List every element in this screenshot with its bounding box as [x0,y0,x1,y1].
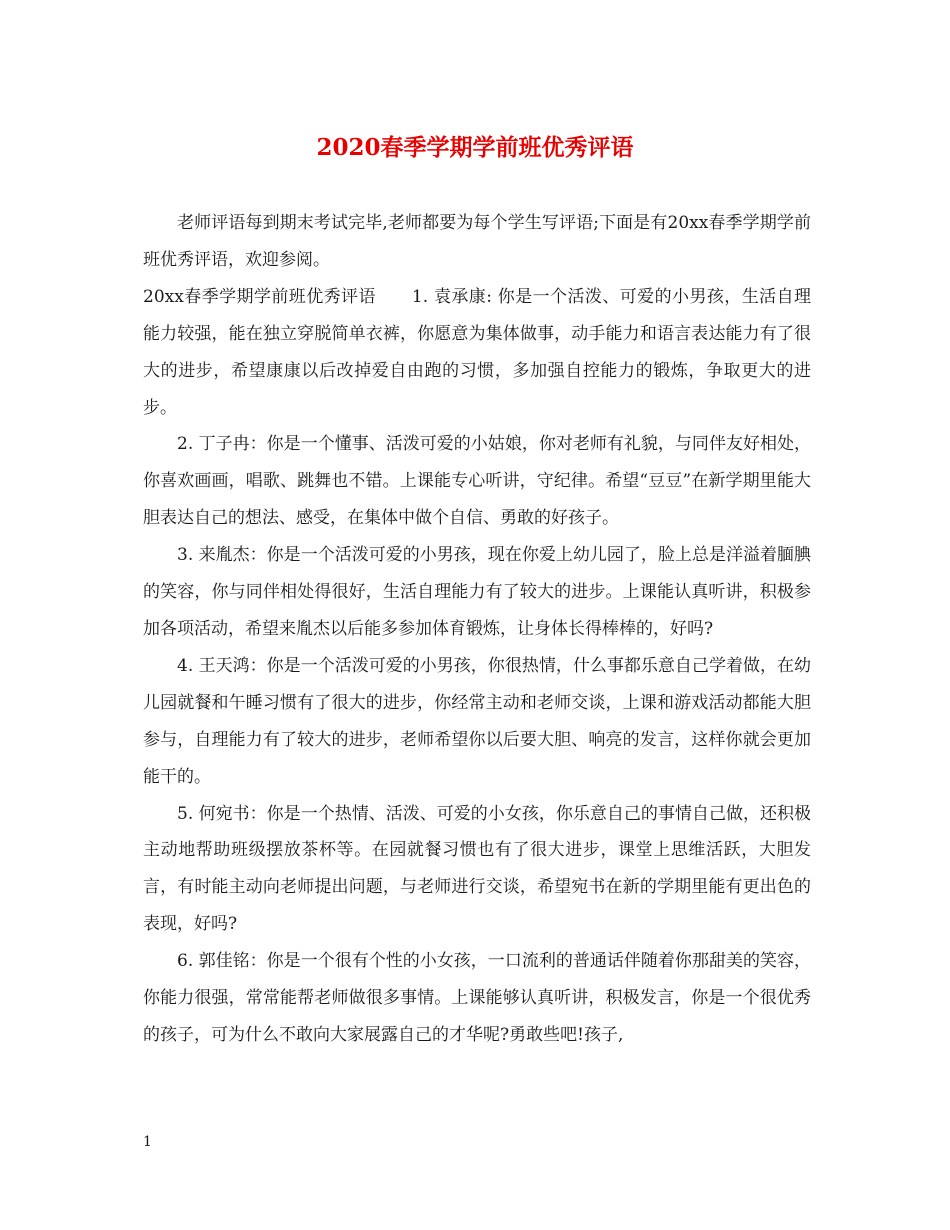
comment-item-4: 4. 王天鸿：你是一个活泼可爱的小男孩，你很热情，什么事都乐意自己学着做，在幼儿园就餐和午睡习惯有了很大的进步，你经常主动和老师交谈，上课和游戏活动都能大胆参与，自理能力有了较大的进步，老师希望你以后要大胆、响亮的发言，这样你就会更加能干的。 [143,655,811,787]
comment-item-5: 5. 何宛书：你是一个热情、活泼、可爱的小女孩，你乐意自己的事情自己做，还积极主动地帮助班级摆放茶杯等。在园就餐习惯也有了很大进步，课堂上思维活跃，大胆发言，有时能主动向老师提出问题，与老师进行交谈，希望宛书在新的学期里能有更出色的表现，好吗? [143,803,811,935]
intro-paragraph: 老师评语每到期末考试完毕,老师都要为每个学生写评语;下面是有20xx春季学期学前班优秀评语，欢迎参阅。 [143,213,811,270]
subtitle-paragraph [143,279,811,427]
comment-item-1: 1. 袁承康: 你是一个活泼、可爱的小男孩，生活自理能力较强，能在独立穿脱简单衣裤，你愿意为集体做事，动手能力和语言表达能力有了很大的进步，希望康康以后改掉爱自由跑的习惯，多加强自控能力的锻炼，争取更大的进步。 [143,286,811,418]
comment-item-2: 2. 丁子冉：你是一个懂事、活泼可爱的小姑娘，你对老师有礼貌，与同伴友好相处，你喜欢画画，唱歌、跳舞也不错。上课能专心听讲，守纪律。希望“豆豆”在新学期里能大胆表达自己的想法、感受，在集体中做个自信、勇敢的好孩子。 [143,434,811,529]
page-number: 1 [143,1134,152,1150]
document-body [143,205,811,1054]
comment-item-3: 3. 来胤杰：你是一个活泼可爱的小男孩，现在你爱上幼儿园了，脸上总是洋溢着腼腆的笑容，你与同伴相处得很好，生活自理能力有了较大的进步。上课能认真听讲，积极参加各项活动，希望来胤杰以后能多参加体育锻炼，让身体长得棒棒的，好吗? [143,545,811,639]
section-subtitle: 20xx春季学期学前班优秀评语 [143,286,376,307]
document-title: 2020春季学期学前班优秀评语 [316,134,634,161]
comment-item-6: 6. 郭佳铭：你是一个很有个性的小女孩，一口流利的普通话伴随着你那甜美的笑容，你能力很强，常常能帮老师做很多事情。上课能够认真听讲，积极发言，你是一个很优秀的孩子，可为什么不敢向大家展露自己的才华呢?勇敢些吧!孩子, [143,951,811,1045]
